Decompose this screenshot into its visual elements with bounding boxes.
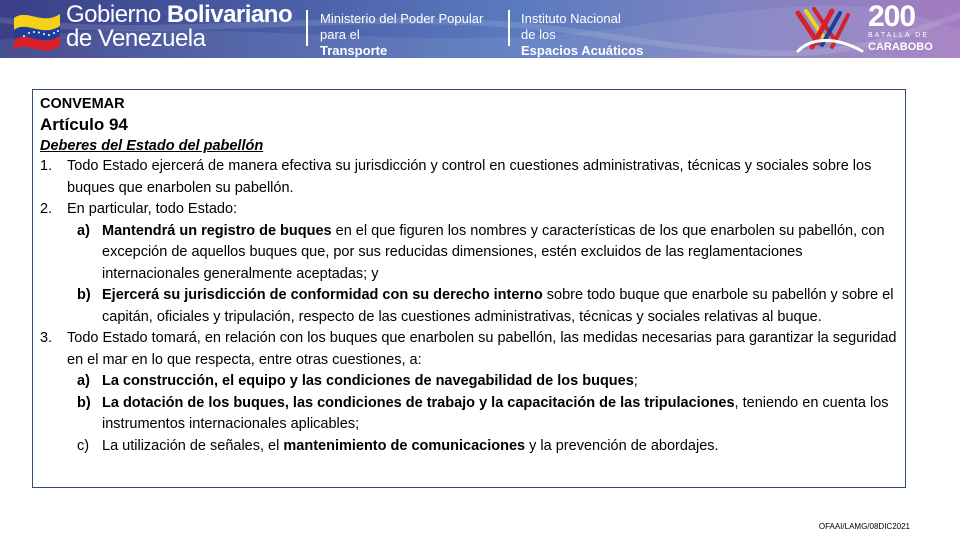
bicentennial-carabobo: CARABOBO — [868, 41, 933, 53]
list-number: 2. — [40, 201, 53, 217]
sub-list-bold-text: mantenimiento de comunicaciones — [283, 437, 526, 454]
article-title: Artículo 94 — [40, 115, 128, 134]
ministry-line2-prefix: para el — [320, 27, 360, 42]
ministry-line1: Ministerio del Poder Popular — [320, 11, 484, 26]
bicentennial-number: 200 — [868, 0, 916, 33]
sub-list-letter: c) — [77, 437, 90, 454]
sub-list-letter: b) — [77, 394, 91, 411]
header-separator — [508, 10, 510, 46]
list-item-3b — [40, 393, 898, 436]
sub-list-text: en el que figuren los nombres y características de los que enarbolen su pabellón, con excepción de aquellos buques que, por sus reducidas dimensiones, estén excluidos de las reglamentaciones internacionales generalmente aceptadas; y — [102, 222, 885, 282]
article-content-box — [32, 89, 906, 488]
sub-list-letter: a) — [77, 222, 90, 239]
convention-name: CONVEMAR — [40, 96, 125, 112]
ministry-title — [320, 11, 483, 58]
bicentennial-batalla: BATALLA DE — [868, 32, 929, 39]
ministry-line2-bold: Transporte — [320, 43, 388, 58]
institute-line2-bold: Espacios Acuáticos — [521, 43, 644, 58]
list-text: Todo Estado ejercerá de manera efectiva su jurisdicción y control en cuestiones administrativas, técnicas y sociales sobre los buques que enarbolen su pabellón. — [67, 158, 872, 196]
gov-line1-prefix: Gobierno — [66, 1, 167, 28]
list-item-2 — [40, 199, 898, 221]
gov-line2: de Venezuela — [66, 25, 206, 52]
institute-title — [521, 11, 643, 58]
gov-line1-bold: Bolivariano — [166, 1, 293, 28]
list-number: 1. — [40, 158, 53, 174]
list-item-2b — [40, 285, 898, 328]
document-reference: OFAAI/LAMG/08DIC2021 — [818, 522, 910, 531]
sub-list-letter: b) — [77, 287, 91, 303]
sub-list-text: , teniendo en cuenta los instrumentos internacionales aplicables; — [102, 394, 889, 432]
list-text: En particular, todo Estado: — [67, 201, 238, 217]
sub-list-bold-text: La dotación de los buques, las condiciones de trabajo y la capacitación de las tripulaciones — [102, 394, 735, 411]
institute-line1: Instituto Nacional — [521, 11, 621, 26]
sub-list-text: La utilización de señales, el — [102, 437, 284, 454]
sub-list-bold-text: La construcción, el equipo y las condiciones de navegabilidad de los buques — [102, 373, 634, 389]
list-item-2a — [40, 221, 898, 286]
institute-line2-prefix: de los — [521, 27, 556, 42]
list-item-3c — [40, 436, 898, 458]
article-subtitle: Deberes del Estado del pabellón — [40, 138, 264, 154]
government-title — [66, 3, 292, 51]
sub-list-text: ; — [633, 373, 638, 389]
sub-list-letter: a) — [77, 373, 90, 389]
header-banner — [0, 0, 960, 58]
sub-list-text: sobre todo buque que enarbole su pabellón y sobre el capitán, oficiales y tripulación, respecto de las cuestiones administrativas, técnicas y sociales relativas al buque. — [102, 287, 894, 325]
list-number: 3. — [40, 330, 53, 346]
list-item-3a — [40, 371, 898, 393]
list-text: Todo Estado tomará, en relación con los buques que enarbolen su pabellón, las medidas necesarias para garantizar la seguridad en el mar en lo que respecta, entre otras cuestiones, a: — [67, 330, 897, 368]
sub-list-bold-text: Ejercerá su jurisdicción de conformidad con su derecho interno — [102, 287, 543, 303]
list-item-1 — [40, 156, 898, 199]
sub-list-text: y la prevención de abordajes. — [525, 437, 719, 454]
header-separator — [306, 10, 308, 46]
venezuela-flag-icon — [12, 6, 62, 52]
list-item-3 — [40, 328, 898, 371]
sub-list-bold-text: Mantendrá un registro de buques — [102, 222, 332, 239]
